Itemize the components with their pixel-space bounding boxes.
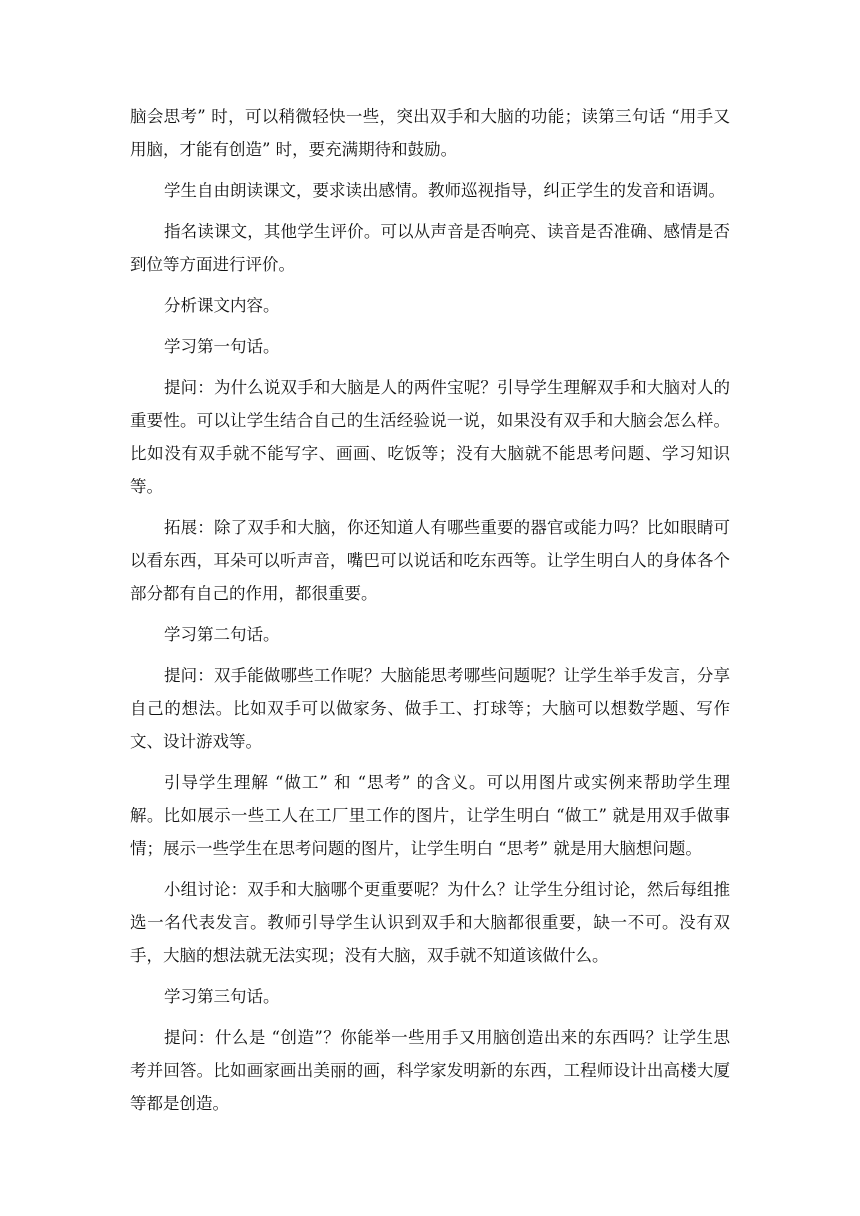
paragraph: 提问：什么是 “创造”？你能举一些用手又用脑创造出来的东西吗？让学生思考并回答。比如画家画出美丽的画，科学家发明新的东西，工程师设计出高楼大厦等都是创造。 [130,1028,730,1113]
document-body [130,100,730,1128]
paragraph: 提问：为什么说双手和大脑是人的两件宝呢？引导学生理解双手和大脑对人的重要性。可以让学生结合自己的生活经验说一说，如果没有双手和大脑会怎么样。比如没有双手就不能写字、画画、吃饭等；没有大脑就不能思考问题、学习知识等。 [130,378,730,496]
section-heading: 学习第三句话。 [164,987,280,1006]
paragraph-continuation: 脑会思考” 时，可以稍微轻快一些，突出双手和大脑的功能；读第三句话 “用手又用脑，才能有创造” 时，要充满期待和鼓励。 [130,107,730,159]
section-heading: 分析课文内容。 [164,296,280,315]
paragraph: 引导学生理解 “做工” 和 “思考” 的含义。可以用图片或实例来帮助学生理解。比如展示一些工人在工厂里工作的图片，让学生明白 “做工” 就是用双手做事情；展示一些学生在思考问题的图片，让学生明白 “思考” 就是用大脑想问题。 [130,773,730,858]
paragraph: 指名读课文，其他学生评价。可以从声音是否响亮、读音是否准确、感情是否到位等方面进行评价。 [130,222,730,274]
paragraph: 提问：双手能做哪些工作呢？大脑能思考哪些问题呢？让学生举手发言，分享自己的想法。比如双手可以做家务、做手工、打球等；大脑可以想数学题、写作文、设计游戏等。 [130,666,730,751]
section-heading: 学习第一句话。 [164,337,280,356]
paragraph: 学生自由朗读课文，要求读出感情。教师巡视指导，纠正学生的发音和语调。 [164,181,725,200]
paragraph: 小组讨论：双手和大脑哪个更重要呢？为什么？让学生分组讨论，然后每组推选一名代表发言。教师引导学生认识到双手和大脑都很重要，缺一不可。没有双手，大脑的想法就无法实现；没有大脑，双手就不知道该做什么。 [130,880,730,965]
section-heading: 学习第二句话。 [164,625,280,644]
paragraph: 拓展：除了双手和大脑，你还知道人有哪些重要的器官或能力吗？比如眼睛可以看东西，耳朵可以听声音，嘴巴可以说话和吃东西等。让学生明白人的身体各个部分都有自己的作用，都很重要。 [130,518,730,603]
